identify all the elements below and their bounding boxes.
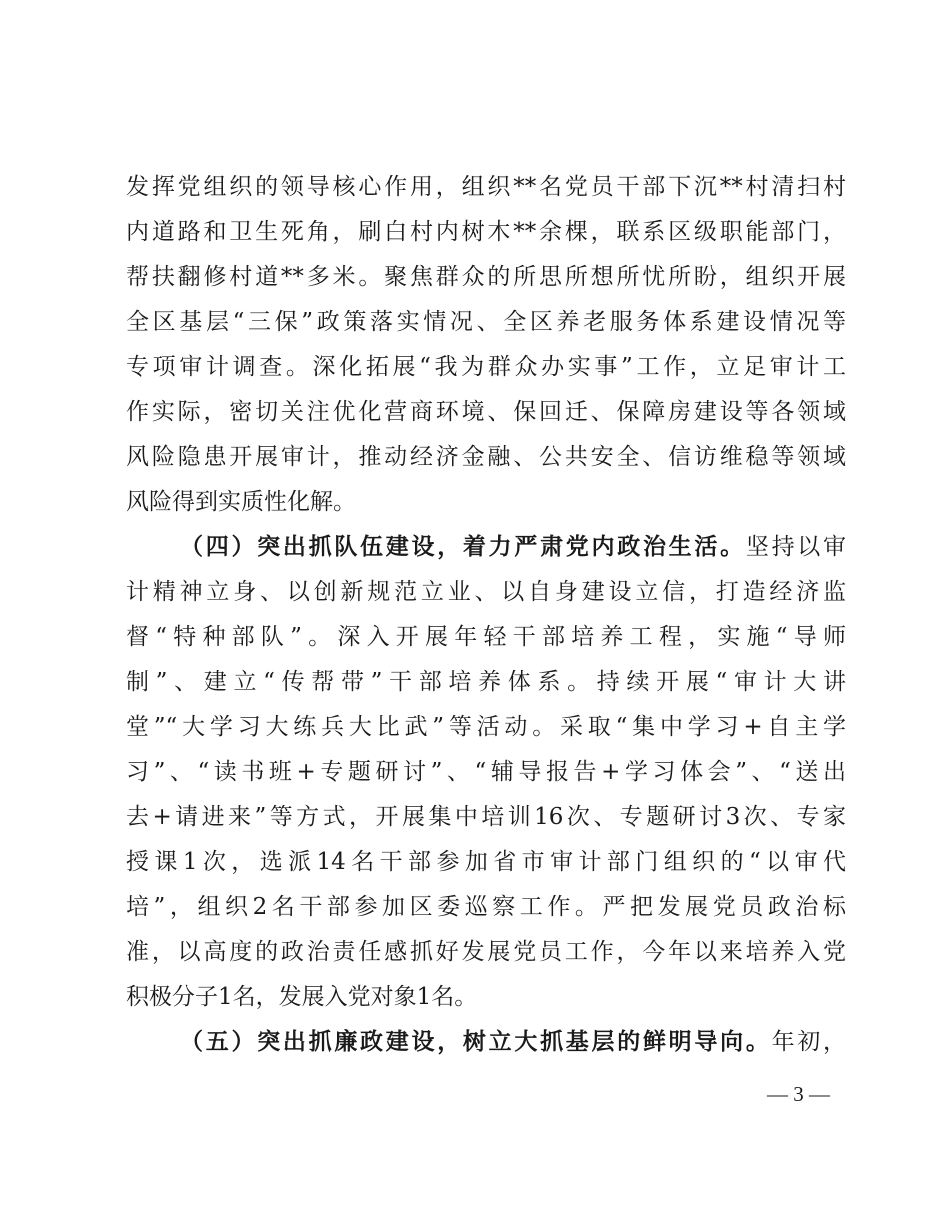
text-line: 培”，组织2名干部参加区委巡察工作。严把发展党员政治标 bbox=[126, 894, 846, 920]
text-line: 计精神立身、以创新规范立业、以自身建设立信，打造经济监 bbox=[126, 579, 846, 605]
text-line: 督“特种部队”。深入开展年轻干部培养工程，实施“导师 bbox=[126, 624, 846, 650]
text-run: 年初， bbox=[771, 1029, 847, 1055]
text-line: 去+请进来”等方式，开展集中培训16次、专题研讨3次、专家 bbox=[126, 804, 846, 830]
paragraph-4-first-line bbox=[180, 529, 846, 565]
section-heading-4: （四）突出抓队伍建设，着力严肃党内政治生活。 bbox=[180, 533, 746, 560]
text-line: 制”、建立“传帮带”干部培养体系。持续开展“审计大讲 bbox=[126, 669, 846, 695]
text-line: 风险隐患开展审计，推动经济金融、公共安全、信访维稳等领域 bbox=[126, 444, 846, 470]
text-line: 习”、“读书班+专题研讨”、“辅导报告+学习体会”、“送出 bbox=[126, 759, 846, 785]
text-line: 堂”“大学习大练兵大比武”等活动。采取“集中学习+自主学 bbox=[126, 714, 846, 740]
text-line: 作实际，密切关注优化营商环境、保回迁、保障房建设等各领域 bbox=[126, 399, 846, 425]
text-line: 帮扶翻修村道**多米。聚焦群众的所思所想所忧所盼，组织开展 bbox=[126, 264, 846, 290]
text-line: 专项审计调查。深化拓展“我为群众办实事”工作，立足审计工 bbox=[126, 354, 846, 380]
text-line: 风险得到实质性化解。 bbox=[126, 489, 356, 515]
section-heading-5: （五）突出抓廉政建设，树立大抓基层的鲜明导向。 bbox=[180, 1028, 772, 1055]
paragraph-5-first-line bbox=[180, 1024, 846, 1060]
text-line: 发挥党组织的领导核心作用，组织**名党员干部下沉**村清扫村 bbox=[126, 174, 846, 200]
text-run: 坚持以审 bbox=[745, 534, 847, 560]
text-line: 授课1次，选派14名干部参加省市审计部门组织的“以审代 bbox=[126, 849, 846, 875]
text-line: 全区基层“三保”政策落实情况、全区养老服务体系建设情况等 bbox=[126, 309, 846, 335]
text-line: 准，以高度的政治责任感抓好发展党员工作，今年以来培养入党 bbox=[126, 939, 846, 965]
text-line: 内道路和卫生死角，刷白村内树木**余棵，联系区级职能部门， bbox=[126, 219, 846, 245]
page-number: — 3 — bbox=[767, 1082, 830, 1106]
text-line: 积极分子1名，发展入党对象1名。 bbox=[126, 984, 478, 1010]
